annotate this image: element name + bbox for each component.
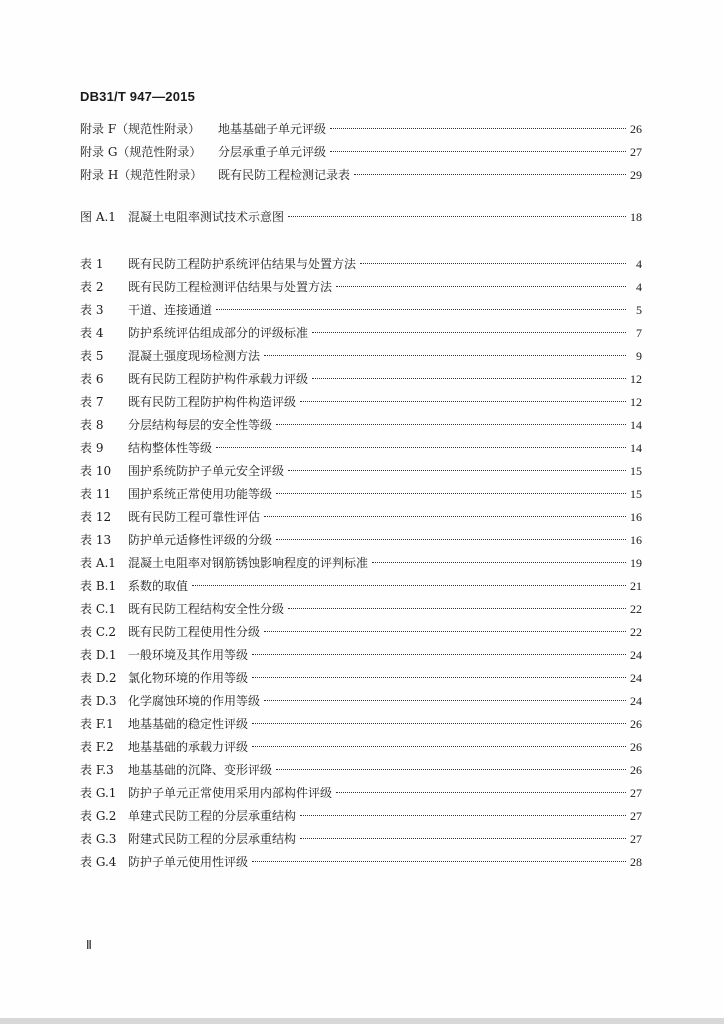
toc-entry-title: 既有民防工程使用性分级 [128,625,261,639]
toc-entry-title: 化学腐蚀环境的作用等级 [128,694,261,708]
toc-table-entry[interactable] [80,345,642,368]
toc-entry-label: 表 D.1 [80,648,117,662]
toc-table-entry[interactable] [80,276,642,299]
toc-entry-label: 表 C.2 [80,625,117,639]
toc-entry-title: 混凝土电阻率对钢筋锈蚀影响程度的评判标准 [128,556,369,570]
toc-table-entry[interactable] [80,782,642,805]
toc-entry-page: 27 [630,832,642,846]
toc-leader-dots [300,838,626,839]
toc-annex-list [80,118,642,187]
toc-entry-label: 附录 G（规范性附录） [80,145,202,159]
toc-leader-dots [252,654,626,655]
toc-table-entry[interactable] [80,529,642,552]
toc-entry-label: 表 F.1 [80,717,114,731]
toc-entry-label: 表 3 [80,303,104,317]
toc-entry-title: 既有民防工程防护构件承载力评级 [128,372,309,386]
toc-table-entry[interactable] [80,805,642,828]
toc-entry-label: 表 5 [80,349,104,363]
toc-leader-dots [330,151,626,152]
toc-entry-title: 氯化物环境的作用等级 [128,671,249,685]
toc-entry-title: 防护子单元使用性评级 [128,855,249,869]
toc-entry-title: 既有民防工程检测评估结果与处置方法 [128,280,333,294]
toc-entry-title: 地基基础的沉降、变形评级 [128,763,273,777]
toc-entry-title: 分层结构每层的安全性等级 [128,418,273,432]
toc-entry-title: 混凝土强度现场检测方法 [128,349,261,363]
toc-entry-label: 表 G.4 [80,855,117,869]
toc-entry-page: 19 [630,556,642,570]
toc-entry-label: 附录 H（规范性附录） [80,168,203,182]
toc-entry-label: 表 B.1 [80,579,117,593]
toc-leader-dots [354,174,626,175]
toc-entry-title: 既有民防工程可靠性评估 [128,510,261,524]
toc-entry-page: 12 [630,372,642,386]
toc-entry-title: 围护系统正常使用功能等级 [128,487,273,501]
toc-leader-dots [336,286,626,287]
toc-entry-page: 22 [630,602,642,616]
toc-entry-label: 表 2 [80,280,104,294]
toc-entry-title: 地基基础的承载力评级 [128,740,249,754]
toc-entry-title: 单建式民防工程的分层承重结构 [128,809,297,823]
toc-entry-label: 表 C.1 [80,602,117,616]
toc-entry-page: 24 [630,694,642,708]
toc-table-entry[interactable] [80,828,642,851]
toc-annex-entry[interactable] [80,118,642,141]
toc-table-entry[interactable] [80,759,642,782]
toc-leader-dots [360,263,626,264]
toc-leader-dots [288,216,626,217]
toc-table-entry[interactable] [80,506,642,529]
toc-entry-label: 表 G.3 [80,832,117,846]
toc-table-entry[interactable] [80,414,642,437]
toc-entry-label: 表 13 [80,533,112,547]
toc-entry-page: 24 [630,648,642,662]
toc-entry-label: 表 7 [80,395,104,409]
toc-leader-dots [300,815,626,816]
toc-leader-dots [192,585,626,586]
toc-entry-label: 表 F.3 [80,763,114,777]
toc-entry-page: 22 [630,625,642,639]
toc-leader-dots [264,355,626,356]
toc-leader-dots [288,608,626,609]
toc-entry-label: 表 A.1 [80,556,116,570]
toc-entry-label: 表 D.3 [80,694,117,708]
toc-table-entry[interactable] [80,483,642,506]
toc-leader-dots [264,516,626,517]
toc-annex-entry[interactable] [80,164,642,187]
toc-annex-entry[interactable] [80,141,642,164]
toc-entry-title: 防护系统评估组成部分的评级标准 [128,326,309,340]
toc-table-entry[interactable] [80,713,642,736]
toc-entry-label: 表 1 [80,257,104,271]
toc-entry-title: 既有民防工程检测记录表 [218,168,351,182]
toc-table-entry[interactable] [80,368,642,391]
toc-entry-page: 29 [630,168,642,182]
toc-entry-page: 9 [636,349,642,363]
toc-entry-label: 表 8 [80,418,104,432]
toc-entry-title: 既有民防工程防护构件构造评级 [128,395,297,409]
toc-entry-page: 27 [630,809,642,823]
toc-entry-title: 混凝土电阻率测试技术示意图 [128,210,285,224]
toc-table-entry[interactable] [80,644,642,667]
toc-table-entry[interactable] [80,667,642,690]
toc-leader-dots [252,861,626,862]
toc-leader-dots [264,700,626,701]
toc-leader-dots [276,539,626,540]
toc-entry-label: 表 6 [80,372,104,386]
toc-entry-label: 图 A.1 [80,210,116,224]
toc-leader-dots [252,746,626,747]
toc-entry-page: 4 [636,257,642,271]
toc-entry-title: 结构整体性等级 [128,441,213,455]
toc-entry-title: 防护子单元正常使用采用内部构件评级 [128,786,333,800]
toc-entry-title: 地基基础子单元评级 [218,122,327,136]
toc-entry-label: 表 9 [80,441,104,455]
toc-table-entry[interactable] [80,736,642,759]
toc-leader-dots [264,631,626,632]
toc-leader-dots [276,769,626,770]
toc-figure-entry[interactable] [80,206,642,229]
toc-table-entry[interactable] [80,391,642,414]
toc-entry-page: 26 [630,740,642,754]
scan-edge-bar [0,1018,724,1024]
toc-leader-dots [252,723,626,724]
toc-table-entry[interactable] [80,851,642,874]
toc-table-entry[interactable] [80,552,642,575]
toc-leader-dots [252,677,626,678]
toc-leader-dots [312,378,626,379]
toc-entry-page: 15 [630,487,642,501]
toc-leader-dots [300,401,626,402]
toc-table-list [80,253,642,874]
toc-entry-label: 表 10 [80,464,112,478]
toc-leader-dots [288,470,626,471]
toc-entry-label: 表 D.2 [80,671,117,685]
toc-entry-title: 干道、连接通道 [128,303,213,317]
toc-table-entry[interactable] [80,253,642,276]
toc-entry-page: 24 [630,671,642,685]
toc-leader-dots [276,493,626,494]
toc-entry-page: 21 [630,579,642,593]
toc-entry-page: 4 [636,280,642,294]
toc-entry-page: 18 [630,210,642,224]
toc-entry-title: 既有民防工程结构安全性分级 [128,602,285,616]
toc-table-entry[interactable] [80,437,642,460]
toc-entry-title: 分层承重子单元评级 [218,145,327,159]
toc-entry-page: 16 [630,510,642,524]
toc-entry-page: 7 [636,326,642,340]
toc-entry-page: 27 [630,786,642,800]
toc-entry-page: 14 [630,418,642,432]
toc-entry-page: 16 [630,533,642,547]
toc-entry-page: 27 [630,145,642,159]
toc-entry-page: 26 [630,763,642,777]
toc-entry-page: 26 [630,717,642,731]
toc-entry-title: 围护系统防护子单元安全评级 [128,464,285,478]
toc-entry-page: 14 [630,441,642,455]
toc-entry-title: 既有民防工程防护系统评估结果与处置方法 [128,257,357,271]
toc-table-entry[interactable] [80,322,642,345]
toc-leader-dots [216,447,626,448]
toc-leader-dots [312,332,626,333]
toc-table-entry[interactable] [80,299,642,322]
page-number: Ⅱ [86,938,92,952]
toc-figure-list [80,206,642,229]
toc-entry-title: 一般环境及其作用等级 [128,648,249,662]
toc-entry-label: 表 F.2 [80,740,114,754]
toc-leader-dots [216,309,626,310]
toc-entry-page: 26 [630,122,642,136]
toc-entry-label: 表 4 [80,326,104,340]
toc-entry-page: 15 [630,464,642,478]
toc-table-entry[interactable] [80,598,642,621]
toc-entry-title: 地基基础的稳定性评级 [128,717,249,731]
toc-entry-label: 表 11 [80,487,112,501]
toc-entry-page: 12 [630,395,642,409]
toc-leader-dots [336,792,626,793]
toc-entry-page: 28 [630,855,642,869]
toc-entry-label: 表 G.1 [80,786,117,800]
toc-leader-dots [276,424,626,425]
toc-leader-dots [372,562,626,563]
toc-entry-page: 5 [636,303,642,317]
toc-table-entry[interactable] [80,621,642,644]
toc-entry-label: 附录 F（规范性附录） [80,122,201,136]
toc-leader-dots [330,128,626,129]
toc-entry-title: 附建式民防工程的分层承重结构 [128,832,297,846]
toc-entry-label: 表 G.2 [80,809,117,823]
toc-table-entry[interactable] [80,690,642,713]
toc-entry-label: 表 12 [80,510,112,524]
toc-table-entry[interactable] [80,460,642,483]
document-code: DB31/T 947—2015 [80,89,196,104]
toc-entry-title: 防护单元适修性评级的分级 [128,533,273,547]
toc-entry-title: 系数的取值 [128,579,189,593]
toc-table-entry[interactable] [80,575,642,598]
